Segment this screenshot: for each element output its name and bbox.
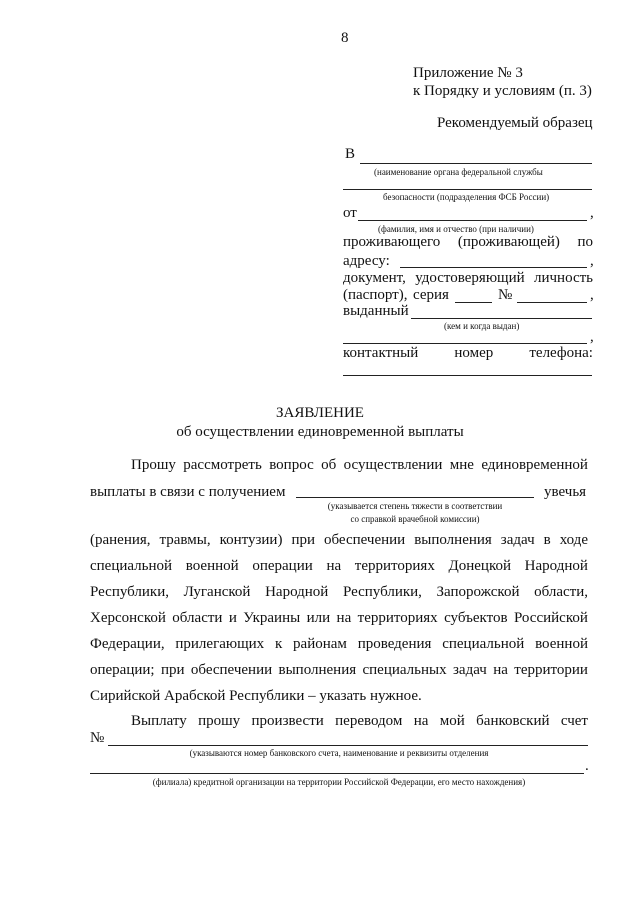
body-justified-line	[90, 558, 588, 575]
body-line-1	[131, 457, 588, 474]
hint-bank-2: (филиала) кредитной организации на территории Российской Федерации, его место нахождения)	[152, 777, 526, 787]
body-last-line: Сирийской Арабской Республики – указать нужное.	[90, 688, 422, 704]
word: задач	[453, 662, 487, 678]
word: территориях	[354, 558, 435, 574]
word: Донецкой	[448, 558, 511, 574]
word: Российской	[513, 610, 588, 626]
word: Республики,	[342, 584, 422, 600]
contact-word: телефона:	[529, 345, 593, 361]
word: Запорожской	[436, 584, 520, 600]
word: Украины	[243, 610, 301, 626]
bank-account-line[interactable]	[108, 745, 588, 746]
address-line[interactable]	[400, 267, 587, 268]
word: Херсонской	[90, 610, 166, 626]
from-prefix: от	[343, 205, 357, 221]
word: при	[291, 532, 315, 548]
hint-org-2: безопасности (подразделения ФСБ России)	[383, 192, 550, 202]
word: Федерации,	[90, 636, 165, 652]
contact-line	[343, 345, 593, 362]
passport-number-sign: №	[498, 287, 513, 303]
passport-label: (паспорт),	[343, 287, 408, 303]
living-line	[343, 234, 593, 251]
hint-injury-1: (указывается степень тяжести в соответствии	[327, 501, 503, 511]
word: специальных	[362, 662, 447, 678]
word: Прошу	[131, 457, 176, 473]
word: на	[326, 558, 342, 574]
word: задач	[500, 532, 535, 548]
comma: ,	[590, 205, 594, 221]
word: произвести	[251, 713, 324, 729]
word: Луганской	[183, 584, 251, 600]
body-justified-line	[90, 662, 588, 679]
issued-by-line[interactable]	[411, 318, 592, 319]
living-word: (проживающей)	[457, 234, 560, 250]
org-subdivision-line[interactable]	[343, 189, 592, 190]
word: прошу	[198, 713, 241, 729]
document-word: удостоверяющий	[415, 270, 525, 286]
comma: ,	[590, 253, 594, 269]
word: переводом	[335, 713, 403, 729]
bank-details-line[interactable]	[90, 773, 584, 774]
to-prefix: В	[345, 146, 356, 162]
phone-line[interactable]	[343, 375, 592, 376]
account-number-sign: №	[90, 730, 105, 746]
word: контузии)	[219, 532, 283, 548]
word: территории	[514, 662, 588, 678]
body-justified-line	[90, 532, 588, 549]
word: счет	[560, 713, 588, 729]
document-subtitle: об осуществлении единовременной выплаты	[176, 424, 464, 440]
living-word: по	[577, 234, 593, 250]
living-word: проживающего	[343, 234, 441, 250]
word: выполнения	[414, 532, 492, 548]
document-title: ЗАЯВЛЕНИЕ	[276, 405, 364, 421]
word: на	[493, 662, 508, 678]
word: Республики,	[90, 584, 169, 600]
word: обеспечении	[190, 662, 273, 678]
word: прилегающих	[175, 636, 265, 652]
word: Выплату	[131, 713, 187, 729]
passport-series-line[interactable]	[455, 302, 492, 303]
word: специальной	[442, 636, 525, 652]
passport-number-line[interactable]	[517, 302, 587, 303]
body-line-2-right: увечья	[544, 484, 587, 500]
word: области	[172, 610, 223, 626]
issued-label: выданный	[343, 303, 409, 319]
word: (ранения,	[90, 532, 151, 548]
hint-injury-2: со справкой врачебной комиссии)	[350, 514, 480, 524]
address-label: адресу:	[343, 253, 390, 269]
sample-label: Рекомендуемый образец	[437, 115, 593, 131]
series-label: серия	[413, 287, 449, 303]
word: травмы,	[159, 532, 211, 548]
word: военной	[185, 558, 239, 574]
word: области,	[534, 584, 588, 600]
word: на	[413, 713, 429, 729]
word: вопрос	[269, 457, 314, 473]
appendix-reference: к Порядку и условиям (п. 3)	[413, 83, 592, 99]
comma: ,	[590, 329, 594, 345]
payment-line	[131, 713, 588, 730]
word: единовременной	[481, 457, 588, 473]
hint-org-1: (наименование органа федеральной службы	[374, 167, 543, 177]
word: осуществлении	[343, 457, 443, 473]
document-line	[343, 270, 593, 287]
hint-full-name: (фамилия, имя и отчество (при наличии)	[378, 224, 534, 234]
word: или	[306, 610, 331, 626]
org-name-line[interactable]	[360, 163, 592, 164]
word: Народной	[524, 558, 588, 574]
end-dot: .	[585, 758, 589, 774]
word: специальной	[90, 558, 173, 574]
body-line-2-left: выплаты в связи с получением	[90, 484, 286, 500]
word: территориях	[357, 610, 438, 626]
injury-severity-line[interactable]	[296, 497, 534, 498]
word: банковский	[476, 713, 550, 729]
word: на	[336, 610, 352, 626]
word: проведения	[357, 636, 432, 652]
word: рассмотреть	[183, 457, 262, 473]
contact-word: номер	[454, 345, 494, 361]
word: Народной	[265, 584, 329, 600]
appendix-title: Приложение № 3	[413, 65, 523, 81]
word: мне	[449, 457, 474, 473]
word: выполнения	[278, 662, 357, 678]
word: операции	[252, 558, 313, 574]
body-justified-line	[90, 584, 588, 601]
word: субъектов	[444, 610, 508, 626]
hint-bank-1: (указываются номер банковского счета, наименование и реквизиты отделения	[189, 748, 489, 758]
word: районам	[293, 636, 347, 652]
word: при	[160, 662, 185, 678]
word: в	[543, 532, 551, 548]
word: к	[274, 636, 283, 652]
page-number: 8	[341, 30, 349, 46]
full-name-line[interactable]	[358, 220, 587, 221]
document-word: личность	[533, 270, 593, 286]
body-justified-line	[90, 636, 588, 653]
hint-issued: (кем и когда выдан)	[444, 321, 520, 331]
word: операции;	[90, 662, 155, 678]
word: обеспечении	[323, 532, 406, 548]
word: военной	[535, 636, 588, 652]
word: мой	[439, 713, 465, 729]
comma: ,	[590, 287, 594, 303]
contact-word: контактный	[343, 345, 419, 361]
document-word: документ,	[343, 270, 406, 286]
body-justified-line	[90, 610, 588, 627]
issued-continuation-line[interactable]	[343, 343, 587, 344]
word: ходе	[559, 532, 588, 548]
word: и	[228, 610, 237, 626]
word: об	[321, 457, 337, 473]
